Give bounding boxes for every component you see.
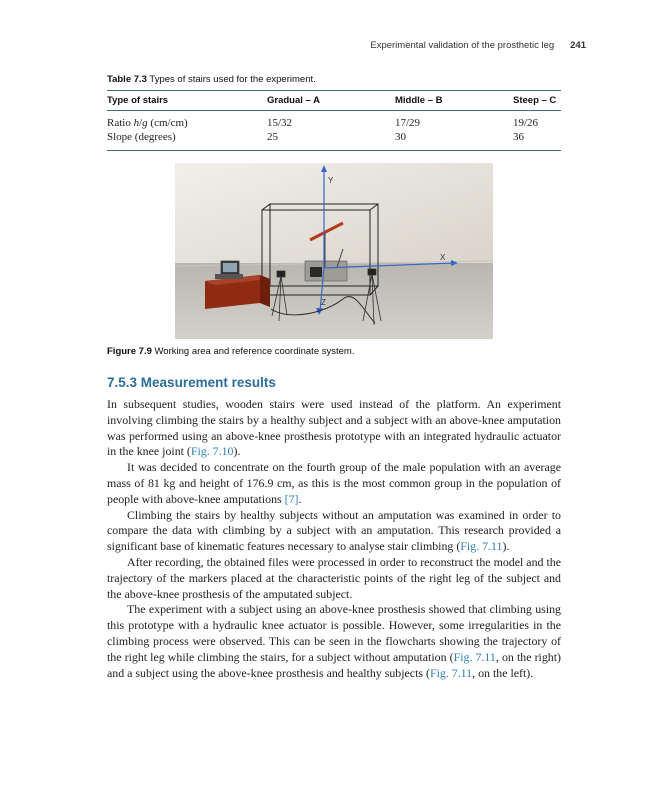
section-number: 7.5.3	[107, 375, 138, 390]
table-cell: 19/26	[513, 117, 539, 129]
table-cell: Ratio h/g (cm/cm)	[107, 117, 188, 129]
paragraph: It was decided to concentrate on the fourth group of the male population with an average mass of 81 kg and height of 176.9 cm, as this is the most common group in the population of people with above-knee amputations [7].	[107, 460, 561, 506]
running-title: Experimental validation of the prosthetic leg	[370, 40, 555, 51]
section-title: Measurement results	[140, 375, 276, 390]
table-caption-text: Types of stairs used for the experiment.	[149, 74, 316, 85]
axis-label-y: Y	[328, 176, 334, 185]
table-cell: 15/32	[267, 117, 293, 129]
figure-reference-link[interactable]: Fig. 7.10	[190, 444, 234, 459]
axis-label-z: Z	[321, 298, 326, 307]
table-cell: 36	[513, 130, 561, 151]
section-heading	[107, 375, 276, 390]
table-cell: 30	[395, 130, 513, 151]
figure-caption-text: Working area and reference coordinate system.	[154, 346, 355, 357]
body-text	[107, 397, 561, 681]
wall-background	[175, 163, 493, 267]
table-cell: Slope (degrees)	[107, 130, 267, 151]
axis-label-x: X	[440, 253, 446, 262]
table-caption	[107, 74, 316, 85]
table-cell: 25	[267, 130, 395, 151]
figure-reference-link[interactable]: Fig. 7.11	[429, 665, 473, 680]
paragraph: Climbing the stairs by healthy subjects without an amputation was examined in order to compare the data with climbing by a subject with an amputation. This research provided a significant base of kinematic features necessary to analyse stair climbing (Fig. 7.11).	[107, 507, 561, 554]
table-cell: 17/29	[395, 117, 421, 129]
citation-link[interactable]: [7]	[284, 491, 299, 506]
figure-caption	[107, 346, 354, 357]
running-header	[100, 40, 586, 51]
table-row	[107, 111, 561, 131]
table-row	[107, 130, 561, 151]
figure-working-area	[175, 163, 493, 339]
paragraph: After recording, the obtained files were processed in order to reconstruct the model and the trajectory of the markers placed at the characteristic points of the right leg of the subject and the above-knee prosthesis of the amputated subject.	[107, 554, 561, 601]
paragraph: In subsequent studies, wooden stairs were used instead of the platform. An experiment involving climbing the stairs by a healthy subject and a subject with an above-knee amputation was performed using an above-knee prosthesis prototype with an integrated hydraulic actuator in the knee joint (Fig. 7.10).	[107, 397, 561, 459]
table-header-row	[107, 91, 561, 111]
table-label: Table 7.3	[107, 74, 147, 85]
figure-reference-link[interactable]: Fig. 7.11	[453, 649, 496, 664]
stairs-table	[107, 90, 561, 151]
paragraph: The experiment with a subject using an above-knee prosthesis showed that climbing using this prototype with a hydraulic knee actuator is possible. However, some irregularities in the climbing process were observed. This can be seen in the flowcharts showing the trajectory of the right leg while climbing the stairs, for a subject without amputation (Fig. 7.11, on the right) and a subject using the above-knee prosthesis and healthy subjects (Fig. 7.11, on the left).	[107, 602, 561, 680]
figure-reference-link[interactable]: Fig. 7.11	[460, 539, 503, 554]
column-header: Middle – B	[395, 91, 513, 111]
column-header: Gradual – A	[267, 91, 395, 111]
column-header: Steep – C	[513, 91, 561, 111]
figure-label: Figure 7.9	[107, 346, 152, 357]
column-header: Type of stairs	[107, 91, 267, 111]
page-number: 241	[570, 40, 586, 51]
